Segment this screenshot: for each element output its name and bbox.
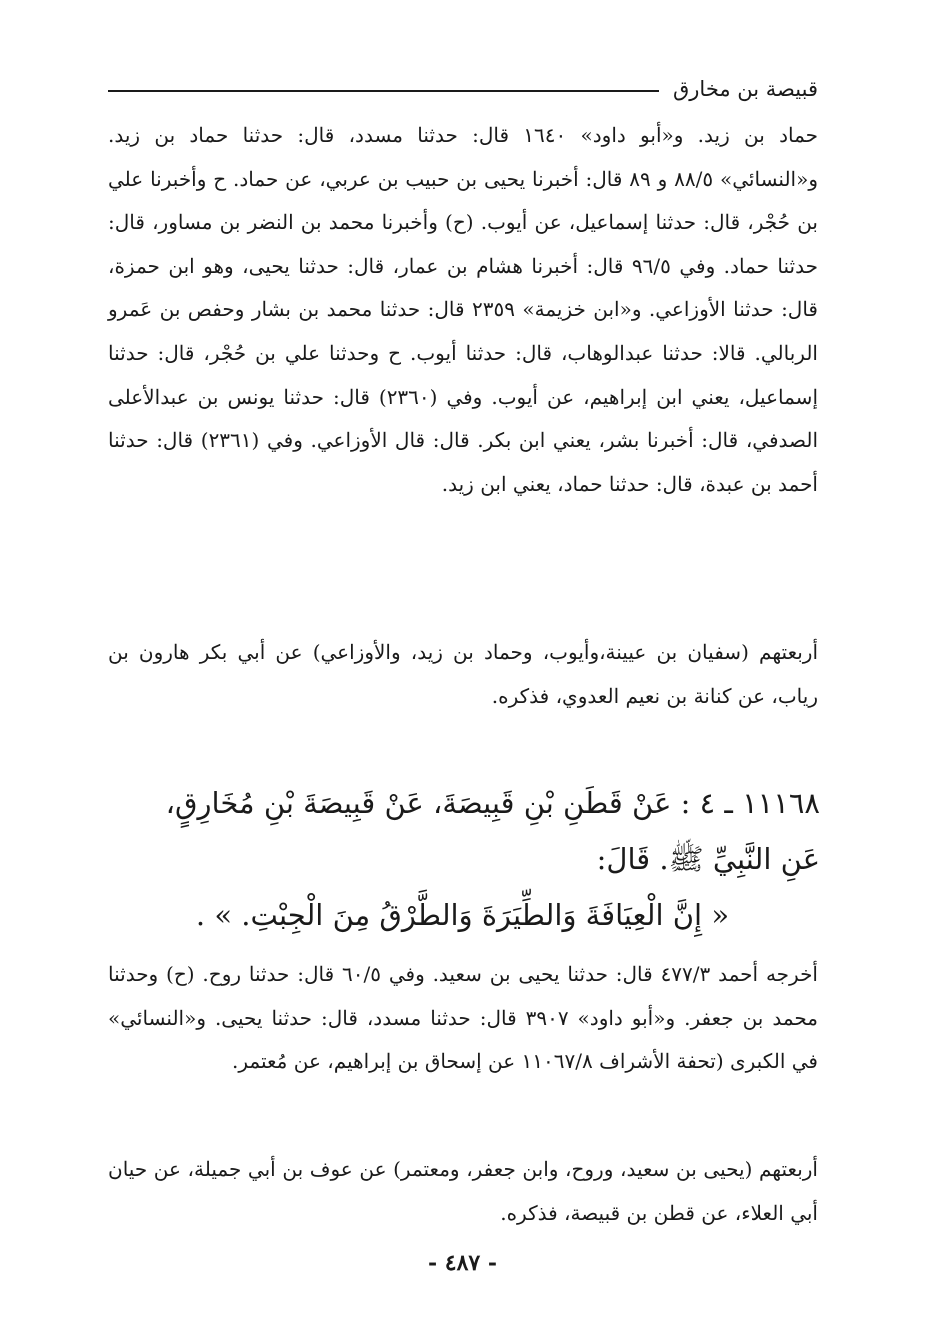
running-title: قبيصة بن مخارق: [672, 77, 818, 101]
paragraph-takhrij-1: حماد بن زيد. و«أبو داود» ١٦٤٠ قال: حدثنا مسدد، قال: حدثنا حماد بن زيد. و«النسائي» ٨٨/٥ و ٨٩ قال: أخبرنا يحيى بن حبيب بن عربي، عن حماد. ح وأخبرنا علي بن حُجْر، قال: حدثنا إسماعيل، عن أيوب. (ح) وأخبرنا محمد بن النضر بن مساور، قال: حدثنا حماد. وفي ٩٦/٥ قال: أخبرنا هشام بن عمار، قال: حدثنا يحيى، وهو ابن حمزة، قال: حدثنا الأوزاعي. و«ابن خزيمة» ٢٣٥٩ قال: حدثنا محمد بن بشار وحفص بن عَمرو الربالي. قالا: حدثنا عبدالوهاب، قال: حدثنا أيوب. ح وحدثنا علي بن حُجْر، قال: حدثنا إسماعيل، يعني ابن إبراهيم، عن أيوب. وفي (٢٣٦٠) قال: حدثنا يونس بن عبدالأعلى الصدفي، قال: أخبرنا بشر، يعني ابن بكر. قال: قال الأوزاعي. وفي (٢٣٦١) قال: حدثنا أحمد بن عبدة، قال: حدثنا حماد، يعني ابن زيد.: [108, 123, 819, 496]
header-rule: [108, 90, 659, 92]
hadith-line-2: عَنِ النَّبِيِّ ﷺ. قَالَ:: [596, 842, 820, 876]
hadith-text: [105, 775, 820, 943]
hadith-line-1: ١١١٦٨ ـ ٤ : عَنْ قَطَنِ بْنِ قَبِيصَةَ، عَنْ قَبِيصَةَ بْنِ مُخَارِقٍ،: [165, 786, 820, 820]
paragraph-summary-1: أربعتهم (سفيان بن عيينة،وأيوب، وحماد بن زيد، والأوزاعي) عن أبي بكر هارون بن رياب، عن كنانة بن نعيم العدوي، فذكره.: [108, 640, 818, 708]
running-header: [108, 72, 818, 106]
page-number: - ٤٨٧ -: [427, 1250, 498, 1276]
paragraph-summary-2: أربعتهم (يحيى بن سعيد، وروح، وابن جعفر، ومعتمر) عن عوف بن أبي جميلة، عن حيان أبي العلاء، عن قطن بن قبيصة، فذكره.: [108, 1157, 818, 1225]
hadith-line-3: « إِنَّ الْعِيَافَةَ وَالطِّيَرَةَ وَالطَّرْقُ مِنَ الْجِبْتِ. » .: [195, 898, 730, 932]
paragraph-takhrij-2: أخرجه أحمد ٤٧٧/٣ قال: حدثنا يحيى بن سعيد. وفي ٦٠/٥ قال: حدثنا روح. (ح) وحدثنا محمد بن جعفر. و«أبو داود» ٣٩٠٧ قال: حدثنا مسدد، قال: حدثنا يحيى. و«النسائي» في الكبرى (تحفة الأشراف ١١٠٦٧/٨ عن إسحاق بن إبراهيم، عن مُعتمر.: [108, 962, 818, 1074]
